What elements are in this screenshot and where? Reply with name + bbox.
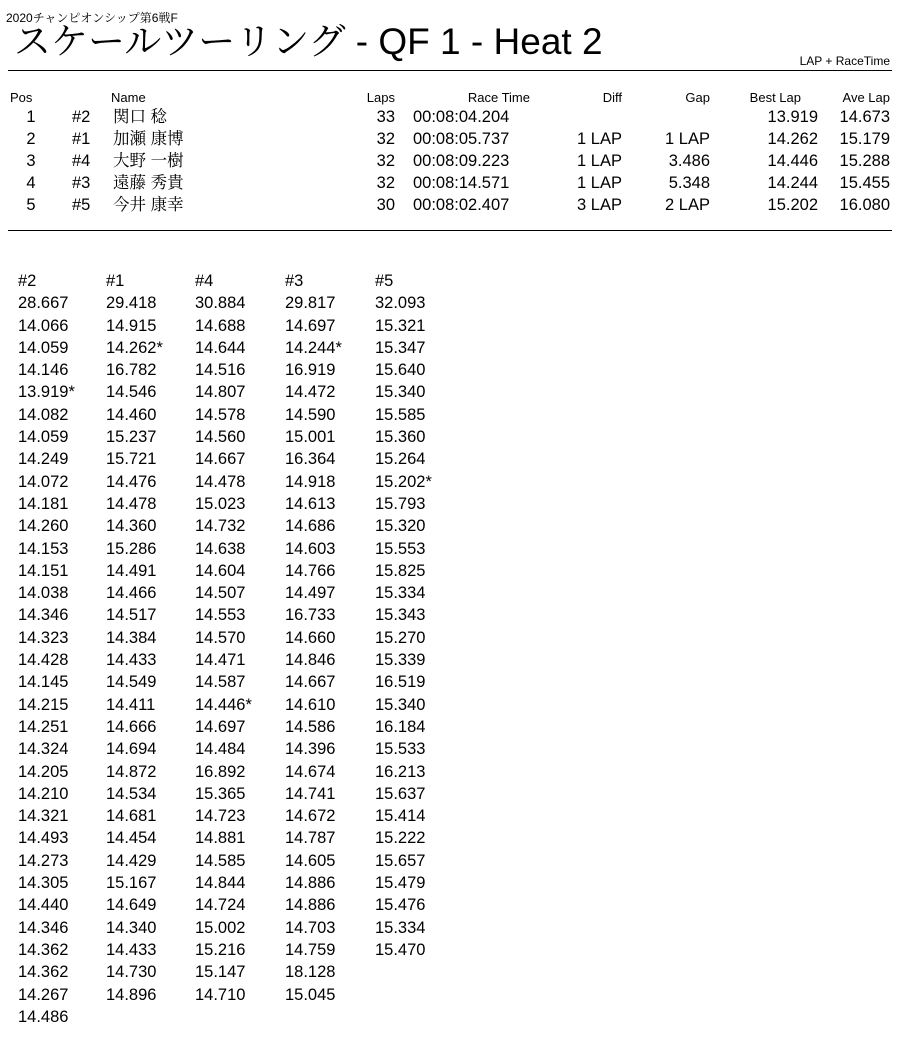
lap-time: 14.610	[285, 695, 336, 714]
cell-ave-lap: 15.179	[839, 130, 890, 148]
lap-time: 14.703	[285, 918, 336, 937]
lap-time: 14.145	[18, 673, 69, 692]
race-title: スケールツーリング - QF 1 - Heat 2	[14, 21, 603, 62]
lap-time: 14.886	[285, 874, 336, 893]
cell-laps: 33	[376, 108, 395, 126]
lap-time: 14.210	[18, 784, 69, 803]
lap-time: 14.586	[285, 717, 336, 736]
lap-time: 14.549	[106, 673, 157, 692]
lap-time: 14.066	[18, 316, 69, 335]
lap-time: 14.604	[195, 561, 246, 580]
lap-column	[375, 270, 432, 961]
lap-time: 14.360	[106, 517, 157, 536]
lap-time: 14.433	[106, 940, 157, 959]
lap-time: 14.396	[285, 740, 336, 759]
lap-time: 14.478	[195, 472, 246, 491]
lap-time: 15.023	[195, 494, 246, 513]
lap-time: 16.782	[106, 361, 157, 380]
lap-time: 14.613	[285, 494, 336, 513]
lap-time: 16.184	[375, 717, 426, 736]
lap-time: 14.346	[18, 918, 69, 937]
lap-time: 14.038	[18, 584, 69, 603]
lap-time: 14.507	[195, 584, 246, 603]
lap-time: 14.429	[106, 851, 157, 870]
lap-time: 14.915	[106, 316, 157, 335]
cell-ave-lap: 14.673	[839, 108, 890, 126]
lap-time: 14.215	[18, 695, 69, 714]
lap-time: 14.649	[106, 896, 157, 915]
lap-time: 14.460	[106, 405, 157, 424]
cell-pos: 1	[26, 108, 36, 126]
cell-driver-name: 関口 稔	[113, 108, 168, 126]
cell-driver-name: 遠藤 秀貴	[113, 174, 184, 192]
lap-time: 14.493	[18, 829, 69, 848]
result-row	[0, 128, 900, 150]
lap-time: 14.759	[285, 940, 336, 959]
lap-time: 28.667	[18, 294, 69, 313]
lap-time: 14.686	[285, 517, 336, 536]
cell-diff: 1 LAP	[577, 152, 622, 170]
cell-best-lap: 15.202	[767, 196, 818, 214]
cell-ave-lap: 15.288	[839, 152, 890, 170]
lap-time: 15.793	[375, 494, 426, 513]
cell-car-number: #1	[72, 130, 91, 148]
lap-time: 15.147	[195, 963, 246, 982]
lap-time: 14.918	[285, 472, 336, 491]
cell-car-number: #3	[72, 174, 91, 192]
cell-diff: 1 LAP	[577, 130, 622, 148]
lap-time: 13.919*	[18, 383, 75, 402]
lap-time: 14.660	[285, 628, 336, 647]
cell-ave-lap: 15.455	[839, 174, 890, 192]
cell-race-time: 00:08:04.204	[413, 108, 510, 126]
lap-time: 14.730	[106, 963, 157, 982]
lap-time: 30.884	[195, 294, 246, 313]
event-subtitle: 2020チャンピオンシップ第6戦F	[6, 11, 178, 25]
cell-car-number: #5	[72, 196, 91, 214]
lap-time: 15.339	[375, 651, 426, 670]
lap-time: 14.151	[18, 561, 69, 580]
lap-column-header: #3	[285, 272, 304, 290]
cell-car-number: #2	[72, 108, 91, 126]
lap-time: 15.479	[375, 874, 426, 893]
lap-time: 14.787	[285, 829, 336, 848]
lap-time: 14.491	[106, 561, 157, 580]
lap-time: 15.334	[375, 584, 426, 603]
header-race-time: Race Time	[467, 90, 530, 105]
lap-time: 14.362	[18, 963, 69, 982]
lap-time: 14.688	[195, 316, 246, 335]
lap-time: 16.519	[375, 673, 426, 692]
lap-time: 14.578	[195, 405, 246, 424]
lap-time: 14.244*	[285, 338, 342, 357]
lap-time: 15.343	[375, 606, 426, 625]
lap-time: 15.470	[375, 940, 426, 959]
lap-time: 15.222	[375, 829, 426, 848]
cell-race-time: 00:08:09.223	[413, 152, 510, 170]
lap-time: 14.666	[106, 717, 157, 736]
lap-time: 14.146	[18, 361, 69, 380]
header-laps: Laps	[366, 90, 395, 105]
lap-time: 14.766	[285, 561, 336, 580]
lap-time: 14.694	[106, 740, 157, 759]
lap-time: 14.723	[195, 807, 246, 826]
lap-time: 14.697	[195, 717, 246, 736]
lap-time: 15.340	[375, 383, 426, 402]
lap-time: 14.732	[195, 517, 246, 536]
lap-time: 16.919	[285, 361, 336, 380]
lap-time: 14.059	[18, 428, 69, 447]
cell-pos: 2	[26, 130, 36, 148]
lap-time: 14.305	[18, 874, 69, 893]
lap-time: 14.846	[285, 651, 336, 670]
lap-time: 14.741	[285, 784, 336, 803]
cell-gap: 2 LAP	[665, 196, 710, 214]
lap-time: 14.384	[106, 628, 157, 647]
lap-time: 14.471	[195, 651, 246, 670]
lap-time: 15.237	[106, 428, 157, 447]
lap-time: 14.484	[195, 740, 246, 759]
lap-time: 15.476	[375, 896, 426, 915]
lap-time: 15.286	[106, 539, 157, 558]
lap-column	[18, 270, 75, 1028]
lap-time: 14.638	[195, 539, 246, 558]
lap-time: 32.093	[375, 294, 426, 313]
display-mode-label: LAP + RaceTime	[799, 54, 890, 68]
lap-column-header: #2	[18, 272, 37, 290]
header-name: Name	[111, 90, 146, 105]
cell-race-time: 00:08:14.571	[413, 174, 510, 192]
lap-time: 14.454	[106, 829, 157, 848]
lap-time: 14.324	[18, 740, 69, 759]
lap-time: 14.486	[18, 1007, 69, 1026]
section-divider	[8, 230, 892, 231]
lap-time: 14.411	[106, 695, 156, 714]
lap-time: 14.534	[106, 784, 157, 803]
lap-time: 14.553	[195, 606, 246, 625]
lap-time: 14.674	[285, 762, 336, 781]
result-row	[0, 194, 900, 216]
lap-time: 14.603	[285, 539, 336, 558]
lap-time: 14.466	[106, 584, 157, 603]
lap-time: 14.585	[195, 851, 246, 870]
lap-time: 15.365	[195, 784, 246, 803]
cell-race-time: 00:08:02.407	[413, 196, 510, 214]
lap-column-header: #1	[106, 272, 125, 290]
lap-time: 14.497	[285, 584, 336, 603]
lap-time: 14.672	[285, 807, 336, 826]
lap-time: 14.710	[195, 985, 246, 1004]
lap-time: 14.446*	[195, 695, 252, 714]
cell-best-lap: 14.244	[767, 174, 818, 192]
lap-time: 15.657	[375, 851, 426, 870]
lap-time: 14.546	[106, 383, 157, 402]
lap-time: 15.216	[195, 940, 246, 959]
lap-time: 14.881	[195, 829, 246, 848]
cell-gap: 3.486	[668, 152, 710, 170]
lap-time: 14.516	[195, 361, 246, 380]
lap-time: 16.364	[285, 450, 336, 469]
header-gap: Gap	[685, 90, 710, 105]
cell-gap: 1 LAP	[665, 130, 710, 148]
lap-time: 15.721	[106, 450, 157, 469]
lap-time: 14.440	[18, 896, 69, 915]
lap-time: 15.002	[195, 918, 246, 937]
cell-best-lap: 14.262	[767, 130, 818, 148]
results-header-row	[0, 90, 900, 106]
lap-time: 15.270	[375, 628, 426, 647]
lap-time: 15.045	[285, 985, 336, 1004]
header-diff: Diff	[602, 90, 622, 105]
lap-time: 14.724	[195, 896, 246, 915]
result-row	[0, 106, 900, 128]
lap-time: 14.587	[195, 673, 246, 692]
lap-time: 15.414	[375, 807, 426, 826]
lap-time: 14.472	[285, 383, 336, 402]
lap-time: 14.340	[106, 918, 157, 937]
cell-pos: 3	[26, 152, 36, 170]
lap-time: 14.478	[106, 494, 157, 513]
lap-column-header: #5	[375, 272, 394, 290]
cell-best-lap: 13.919	[767, 108, 818, 126]
lap-time: 14.590	[285, 405, 336, 424]
lap-column	[106, 270, 163, 1006]
lap-time: 18.128	[285, 963, 336, 982]
lap-time: 14.560	[195, 428, 246, 447]
cell-pos: 4	[26, 174, 36, 192]
cell-laps: 32	[376, 152, 395, 170]
lap-time: 14.346	[18, 606, 69, 625]
lap-time: 14.181	[18, 494, 69, 513]
lap-time: 16.892	[195, 762, 246, 781]
title-divider	[8, 70, 892, 71]
lap-time: 14.153	[18, 539, 69, 558]
header-ave-lap: Ave Lap	[842, 90, 890, 105]
results-table	[0, 90, 900, 216]
lap-time: 29.418	[106, 294, 157, 313]
cell-diff: 3 LAP	[577, 196, 622, 214]
cell-gap: 5.348	[668, 174, 710, 192]
lap-time: 14.205	[18, 762, 69, 781]
lap-time: 15.347	[375, 338, 426, 357]
lap-time: 14.476	[106, 472, 157, 491]
lap-time: 14.667	[285, 673, 336, 692]
lap-time: 15.360	[375, 428, 426, 447]
lap-time: 15.001	[285, 428, 336, 447]
lap-time: 16.733	[285, 606, 336, 625]
lap-time: 14.249	[18, 450, 69, 469]
lap-time: 14.896	[106, 985, 157, 1004]
cell-best-lap: 14.446	[767, 152, 818, 170]
lap-time: 14.570	[195, 628, 246, 647]
lap-time: 14.428	[18, 651, 69, 670]
lap-column	[195, 270, 252, 1006]
lap-time: 14.872	[106, 762, 157, 781]
lap-time: 14.260	[18, 517, 69, 536]
lap-time: 15.533	[375, 740, 426, 759]
cell-laps: 30	[376, 196, 395, 214]
lap-time: 14.323	[18, 628, 69, 647]
lap-time: 14.082	[18, 405, 69, 424]
lap-time: 14.267	[18, 985, 69, 1004]
lap-time: 15.321	[375, 316, 426, 335]
lap-time: 14.807	[195, 383, 246, 402]
lap-time: 14.886	[285, 896, 336, 915]
lap-time: 15.640	[375, 361, 426, 380]
lap-time: 14.362	[18, 940, 69, 959]
lap-time: 14.321	[18, 807, 69, 826]
lap-time: 29.817	[285, 294, 336, 313]
lap-time: 14.273	[18, 851, 69, 870]
lap-time: 15.167	[106, 874, 157, 893]
cell-race-time: 00:08:05.737	[413, 130, 510, 148]
cell-ave-lap: 16.080	[839, 196, 890, 214]
cell-laps: 32	[376, 130, 395, 148]
lap-column	[285, 270, 342, 1006]
lap-time: 15.202*	[375, 472, 432, 491]
header-best-lap: Best Lap	[749, 90, 801, 105]
lap-time: 15.585	[375, 405, 426, 424]
cell-laps: 32	[376, 174, 395, 192]
result-row	[0, 150, 900, 172]
lap-time: 15.334	[375, 918, 426, 937]
cell-diff: 1 LAP	[577, 174, 622, 192]
lap-time: 15.340	[375, 695, 426, 714]
cell-driver-name: 今井 康幸	[113, 196, 184, 214]
lap-time: 14.072	[18, 472, 69, 491]
cell-pos: 5	[26, 196, 36, 214]
lap-time: 14.844	[195, 874, 246, 893]
lap-time: 15.825	[375, 561, 426, 580]
cell-car-number: #4	[72, 152, 91, 170]
cell-driver-name: 加瀬 康博	[113, 130, 184, 148]
lap-time: 15.264	[375, 450, 426, 469]
lap-time: 14.697	[285, 316, 336, 335]
lap-time: 15.553	[375, 539, 426, 558]
lap-time: 14.667	[195, 450, 246, 469]
header-pos: Pos	[10, 90, 33, 105]
lap-time: 14.251	[18, 717, 69, 736]
lap-time: 14.681	[106, 807, 157, 826]
lap-time: 15.637	[375, 784, 426, 803]
lap-time: 14.605	[285, 851, 336, 870]
cell-driver-name: 大野 一樹	[113, 152, 184, 170]
lap-time: 14.433	[106, 651, 157, 670]
result-row	[0, 172, 900, 194]
lap-time: 16.213	[375, 762, 426, 781]
lap-column-header: #4	[195, 272, 214, 290]
lap-time: 14.517	[106, 606, 157, 625]
lap-time: 14.644	[195, 338, 246, 357]
lap-time: 15.320	[375, 517, 426, 536]
lap-time: 14.059	[18, 338, 69, 357]
lap-time: 14.262*	[106, 338, 163, 357]
